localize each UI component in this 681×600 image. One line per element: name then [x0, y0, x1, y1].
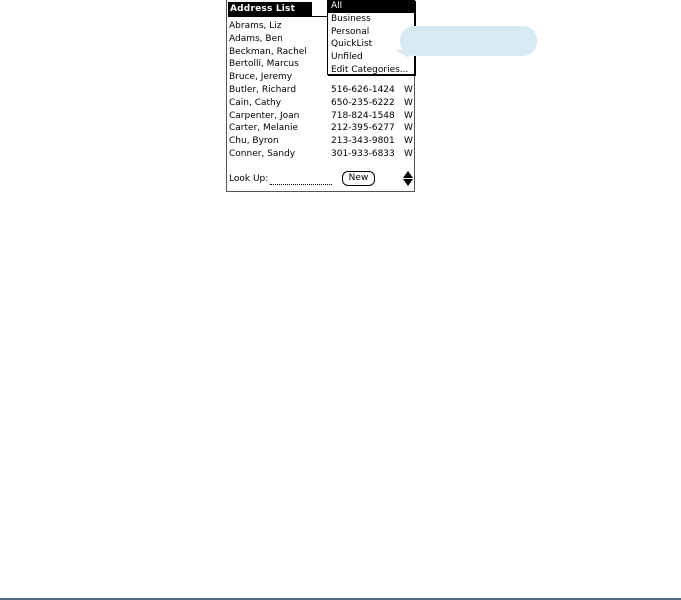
contact-phone: 718-824-1548 — [331, 110, 395, 121]
contact-phone-type: W — [404, 84, 413, 95]
contact-name: Carpenter, Joan — [229, 110, 300, 121]
footer-bar — [228, 170, 414, 188]
scroll-up-icon[interactable] — [403, 171, 413, 178]
contact-name: Chu, Byron — [229, 136, 279, 147]
contact-name: Abrams, Liz — [229, 21, 282, 31]
callout-bubble — [395, 26, 537, 56]
scroll-down-icon[interactable] — [403, 179, 413, 186]
contact-name: Conner, Sandy — [229, 148, 296, 159]
new-button[interactable]: New — [342, 171, 375, 186]
contact-phone: 650-235-6222 — [331, 97, 395, 108]
callout-pointer — [395, 50, 409, 58]
contact-row[interactable] — [228, 148, 414, 161]
contact-name: Bruce, Jeremy — [229, 72, 293, 83]
lookup-input[interactable] — [270, 184, 332, 185]
contact-phone: 213-343-9801 — [331, 136, 395, 147]
menu-item-quicklist[interactable]: QuickList — [331, 39, 373, 50]
menu-item-personal[interactable]: Personal — [331, 26, 370, 37]
app-title: Address List — [228, 2, 312, 16]
lookup-label: Look Up: — [229, 174, 269, 184]
contact-phone-type: W — [404, 97, 413, 108]
scroll-arrows[interactable] — [403, 171, 413, 187]
menu-item-business[interactable]: Business — [331, 13, 371, 24]
contact-row[interactable] — [228, 84, 414, 97]
contact-phone-type: W — [404, 136, 413, 147]
contact-row[interactable] — [228, 110, 414, 123]
contact-phone-type: W — [404, 123, 413, 134]
menu-item-unfiled[interactable]: Unfiled — [331, 52, 363, 63]
contact-name: Beckman, Rachel — [229, 46, 307, 57]
menu-item-all[interactable]: All — [328, 0, 414, 13]
contact-name: Cain, Cathy — [229, 97, 282, 108]
contact-row[interactable] — [228, 97, 414, 110]
menu-item-edit-categories[interactable]: Edit Categories... — [331, 64, 409, 75]
contact-phone-type: W — [404, 110, 413, 121]
contact-phone-type: W — [404, 148, 413, 159]
contact-name: Bertolli, Marcus — [229, 59, 299, 70]
contact-name: Butler, Richard — [229, 84, 297, 95]
callout-body — [400, 26, 537, 56]
contact-row[interactable] — [228, 122, 414, 135]
contact-phone: 301-933-6833 — [331, 148, 395, 159]
contact-row[interactable] — [228, 135, 414, 148]
contact-phone: 516-626-1424 — [331, 84, 395, 95]
contact-phone: 212-395-6277 — [331, 123, 395, 134]
contact-name: Adams, Ben — [229, 33, 283, 44]
contact-name: Carter, Melanie — [229, 123, 299, 134]
